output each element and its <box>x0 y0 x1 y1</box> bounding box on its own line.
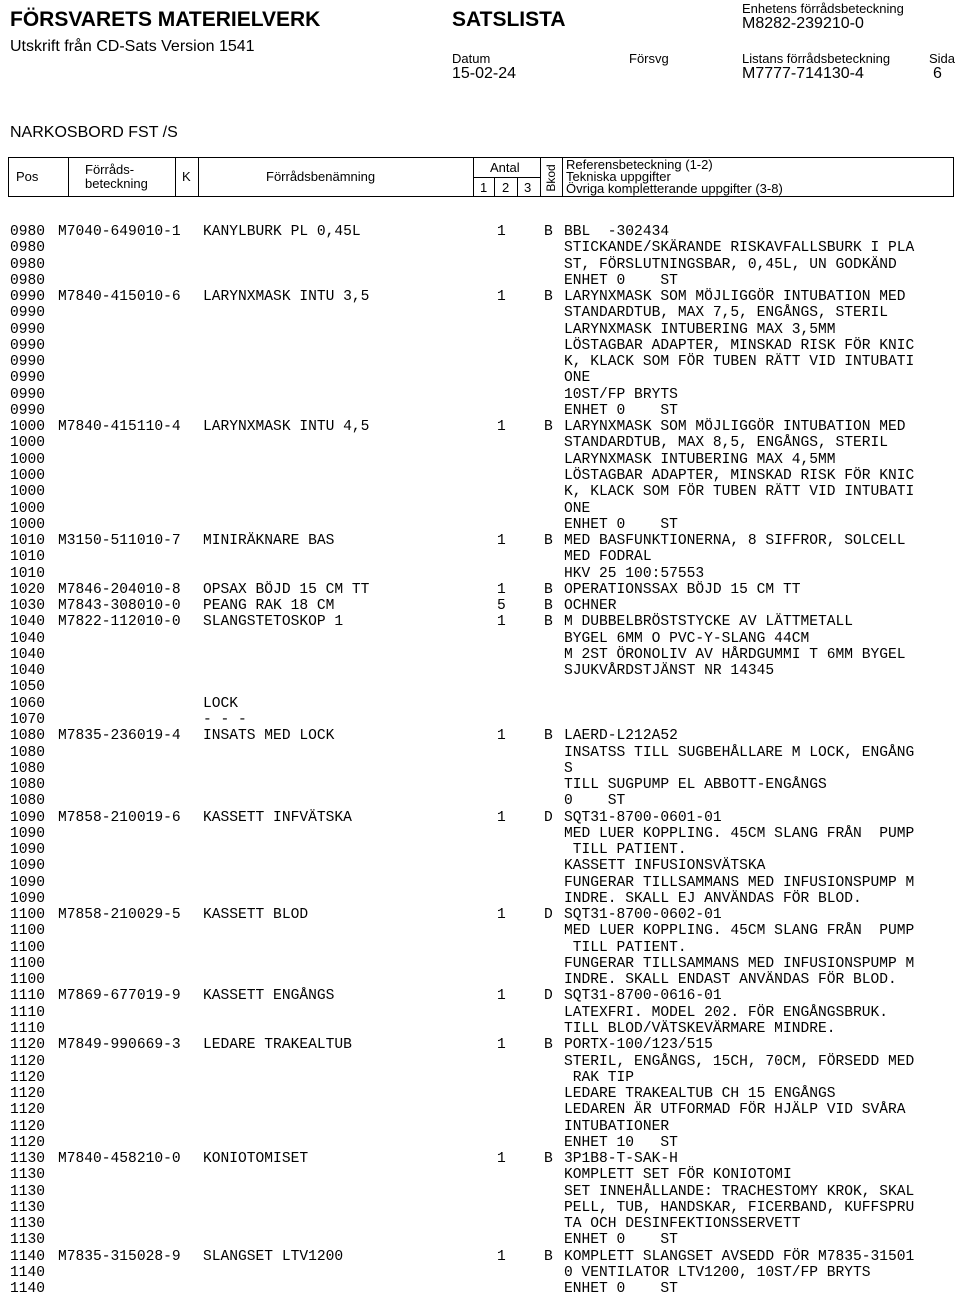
row-bkod: B <box>544 1151 553 1168</box>
row-item-name: OPSAX BÖJD 15 CM TT <box>203 581 370 598</box>
row-stock-number: M7858-210029-5 <box>58 907 181 924</box>
row-bkod: B <box>544 598 553 615</box>
row-stock-number: M7858-210019-6 <box>58 809 181 826</box>
row-quantity: 1 <box>497 614 506 631</box>
row-bkod: D <box>544 907 553 924</box>
row-reference: ENHET 0 ST <box>564 1281 678 1298</box>
col-other: Övriga kompletterande uppgifter (3-8) <box>566 181 783 196</box>
row-pos: 1000 <box>10 484 46 501</box>
row-stock-number: M7840-415010-6 <box>58 289 181 306</box>
row-quantity: 1 <box>497 907 506 924</box>
row-bkod: B <box>544 289 553 306</box>
row-bkod: B <box>544 533 553 550</box>
row-reference: SQT31-8700-0616-01 <box>564 988 722 1005</box>
row-pos: 0990 <box>10 337 46 354</box>
row-bkod: B <box>544 1248 553 1265</box>
row-item-name: KANYLBURK PL 0,45L <box>203 224 361 240</box>
row-item-name: SLANGSET LTV1200 <box>203 1248 344 1265</box>
row-reference: OPERATIONSSAX BÖJD 15 CM TT <box>564 581 801 598</box>
row-reference: LEDAREN ÄR UTFORMAD FÖR HJÄLP VID SVÅRA <box>564 1102 906 1119</box>
row-bkod: B <box>544 224 553 240</box>
row-pos: 1010 <box>10 549 46 566</box>
col-antal-1: 1 <box>480 180 488 195</box>
row-reference: TA OCH DESINFEKTIONSSERVETT <box>564 1216 801 1233</box>
row-item-name: LARYNXMASK INTU 4,5 <box>203 419 370 436</box>
col-forrads-2: beteckning <box>85 176 148 191</box>
col-antal: Antal <box>490 160 520 175</box>
row-pos: 1130 <box>10 1183 46 1200</box>
list-label: Listans förrådsbeteckning <box>742 51 891 66</box>
row-reference: MED LUER KOPPLING. 45CM SLANG FRÅN PUMP <box>564 923 915 940</box>
row-bkod: B <box>544 728 553 745</box>
row-reference: SJUKVÅRDSTJÄNST NR 14345 <box>564 663 775 680</box>
row-item-name: KASSETT ENGÅNGS <box>203 988 335 1005</box>
row-reference: INTUBATIONER <box>564 1118 670 1135</box>
row-reference: 0 VENTILATOR LTV1200, 10ST/FP BRYTS <box>564 1265 871 1281</box>
row-pos: 1100 <box>10 955 46 972</box>
row-stock-number: M7822-112010-0 <box>58 614 181 631</box>
row-pos: 1140 <box>10 1265 46 1281</box>
row-item-name: KONIOTOMISET <box>203 1151 309 1168</box>
row-pos: 1000 <box>10 516 46 533</box>
row-bkod: B <box>544 614 553 631</box>
row-reference: STANDARDTUB, MAX 7,5, ENGÅNGS, STERIL <box>564 305 889 322</box>
row-reference: S <box>564 760 573 777</box>
row-pos: 1080 <box>10 777 46 794</box>
row-reference: SQT31-8700-0602-01 <box>564 907 722 924</box>
row-reference: KOMPLETT SLANGSET AVSEDD FÖR M7835-31501 <box>564 1248 915 1265</box>
row-pos: 1140 <box>10 1248 46 1265</box>
row-pos: 0990 <box>10 321 46 338</box>
row-bkod: B <box>544 581 553 598</box>
date-label: Datum <box>452 51 491 66</box>
row-reference: 10ST/FP BRYTS <box>564 386 678 403</box>
row-pos: 0980 <box>10 256 46 273</box>
document-title: SATSLISTA <box>452 8 566 31</box>
row-reference: ENHET 0 ST <box>564 516 678 533</box>
row-pos: 1090 <box>10 874 46 891</box>
row-item-name: KASSETT INFVÄTSKA <box>203 809 352 826</box>
row-pos: 1110 <box>10 988 46 1005</box>
list-value: M7777-714130-4 <box>742 65 864 82</box>
row-quantity: 1 <box>497 289 506 306</box>
col-pos: Pos <box>16 169 39 184</box>
row-pos: 1030 <box>10 598 46 615</box>
row-reference: MED LUER KOPPLING. 45CM SLANG FRÅN PUMP <box>564 825 915 842</box>
row-pos: 1040 <box>10 646 46 663</box>
row-reference: STANDARDTUB, MAX 8,5, ENGÅNGS, STERIL <box>564 435 889 452</box>
row-bkod: D <box>544 809 553 826</box>
col-ref: Referensbeteckning (1-2) <box>566 157 713 172</box>
row-pos: 1130 <box>10 1167 46 1184</box>
row-pos: 0980 <box>10 240 46 257</box>
row-pos: 1130 <box>10 1199 46 1216</box>
print-source: Utskrift från CD-Sats Version 1541 <box>10 38 255 55</box>
row-pos: 1100 <box>10 939 46 956</box>
row-pos: 1120 <box>10 1037 46 1054</box>
row-stock-number: M3150-511010-7 <box>58 533 181 550</box>
row-pos: 1120 <box>10 1134 46 1151</box>
row-pos: 1060 <box>10 695 46 712</box>
row-pos: 1010 <box>10 565 46 582</box>
forsvg-label: Försvg <box>629 51 669 66</box>
row-pos: 1050 <box>10 679 46 696</box>
row-quantity: 1 <box>497 988 506 1005</box>
row-reference: FUNGERAR TILLSAMMANS MED INFUSIONSPUMP M <box>564 955 915 972</box>
row-stock-number: M7869-677019-9 <box>58 988 181 1005</box>
row-reference: LÖSTAGBAR ADAPTER, MINSKAD RISK FÖR KNIC <box>564 467 915 484</box>
col-name: Förrådsbenämning <box>266 169 376 184</box>
row-reference: INSATSS TILL SUGBEHÅLLARE M LOCK, ENGÅNG <box>564 744 915 761</box>
row-pos: 1090 <box>10 858 46 875</box>
row-reference: ENHET 0 ST <box>564 1232 678 1249</box>
row-item-name: - - - <box>203 711 247 728</box>
unit-label: Enhetens förrådsbeteckning <box>742 1 904 16</box>
row-reference: LARYNXMASK INTUBERING MAX 4,5MM <box>564 451 836 468</box>
row-pos: 1040 <box>10 630 46 647</box>
row-stock-number: M7840-458210-0 <box>58 1151 181 1168</box>
row-reference: BBL -302434 <box>564 224 670 240</box>
row-pos: 1020 <box>10 581 46 598</box>
row-reference: K, KLACK SOM FÖR TUBEN RÄTT VID INTUBATI <box>564 354 915 371</box>
row-reference: BYGEL 6MM O PVC-Y-SLANG 44CM <box>564 630 810 647</box>
row-pos: 1040 <box>10 614 46 631</box>
row-pos: 0990 <box>10 354 46 371</box>
row-pos: 1120 <box>10 1102 46 1119</box>
col-antal-3: 3 <box>524 180 532 195</box>
row-pos: 1090 <box>10 809 46 826</box>
row-reference: ENHET 0 ST <box>564 272 678 289</box>
row-reference: KASSETT INFUSIONSVÄTSKA <box>564 858 766 875</box>
row-reference: 0 ST <box>564 793 626 810</box>
row-pos: 0980 <box>10 224 46 240</box>
column-header <box>8 157 954 197</box>
row-pos: 1100 <box>10 907 46 924</box>
row-pos: 1100 <box>10 923 46 940</box>
row-reference: TILL PATIENT. <box>564 842 687 859</box>
row-pos: 1110 <box>10 1004 46 1021</box>
row-reference: PELL, TUB, HANDSKAR, FICERBAND, KUFFSPRU <box>564 1199 915 1216</box>
row-pos: 0990 <box>10 370 46 387</box>
row-item-name: MINIRÄKNARE BAS <box>203 533 335 550</box>
row-reference: STERIL, ENGÅNGS, 15CH, 70CM, FÖRSEDD MED <box>564 1053 915 1070</box>
row-pos: 1000 <box>10 451 46 468</box>
page-label: Sida <box>929 51 956 66</box>
row-pos: 1080 <box>10 793 46 810</box>
row-reference: MED FODRAL <box>564 549 652 566</box>
row-reference: OCHNER <box>564 598 617 615</box>
row-pos: 1000 <box>10 467 46 484</box>
row-reference: STICKANDE/SKÄRANDE RISKAVFALLSBURK I PLA <box>564 240 915 257</box>
row-pos: 1140 <box>10 1281 46 1298</box>
row-pos: 0980 <box>10 272 46 289</box>
row-pos: 1090 <box>10 842 46 859</box>
row-pos: 1100 <box>10 972 46 989</box>
row-pos: 1090 <box>10 890 46 907</box>
row-reference: ENHET 0 ST <box>564 402 678 419</box>
row-item-name: LEDARE TRAKEALTUB <box>203 1037 352 1054</box>
row-bkod: B <box>544 1037 553 1054</box>
row-reference: LARYNXMASK SOM MÖJLIGGÖR INTUBATION MED <box>564 289 906 306</box>
row-reference: M 2ST ÖRONOLIV AV HÅRDGUMMI T 6MM BYGEL <box>564 646 906 663</box>
row-reference: ONE <box>564 500 591 517</box>
row-pos: 0990 <box>10 402 46 419</box>
unit-value: M8282-239210-0 <box>742 15 864 32</box>
row-bkod: B <box>544 419 553 436</box>
row-stock-number: M7835-315028-9 <box>58 1248 181 1265</box>
row-reference: LATEXFRI. MODEL 202. FÖR ENGÅNGSBRUK. <box>564 1004 889 1021</box>
row-pos: 1070 <box>10 711 46 728</box>
row-pos: 1130 <box>10 1216 46 1233</box>
row-pos: 1000 <box>10 500 46 517</box>
row-reference: SQT31-8700-0601-01 <box>564 809 722 826</box>
row-reference: ENHET 10 ST <box>564 1134 678 1151</box>
row-quantity: 5 <box>497 598 506 615</box>
row-reference: M DUBBELBRÖSTSTYCKE AV LÄTTMETALL <box>564 614 854 631</box>
row-reference: INDRE. SKALL EJ ANVÄNDAS FÖR BLOD. <box>564 890 862 907</box>
row-reference: TILL PATIENT. <box>564 939 687 956</box>
row-pos: 1010 <box>10 533 46 550</box>
row-quantity: 1 <box>497 1037 506 1054</box>
row-pos: 1120 <box>10 1069 46 1086</box>
row-pos: 1080 <box>10 744 46 761</box>
row-item-name: KASSETT BLOD <box>203 907 309 924</box>
page-number: 6 <box>933 65 942 82</box>
row-quantity: 1 <box>497 809 506 826</box>
date-value: 15-02-24 <box>452 65 517 82</box>
row-pos: 1120 <box>10 1118 46 1135</box>
col-forrads-1: Förråds- <box>85 162 135 177</box>
row-pos: 1130 <box>10 1232 46 1249</box>
row-reference: ST, FÖRSLUTNINGSBAR, 0,45L, UN GODKÄND <box>564 256 897 273</box>
row-quantity: 1 <box>497 533 506 550</box>
row-pos: 1090 <box>10 825 46 842</box>
row-pos: 1080 <box>10 760 46 777</box>
row-reference: TILL SUGPUMP EL ABBOTT-ENGÅNGS <box>564 777 827 794</box>
organization-title: FÖRSVARETS MATERIELVERK <box>10 8 321 31</box>
row-stock-number: M7835-236019-4 <box>58 728 181 745</box>
row-pos: 1000 <box>10 435 46 452</box>
row-pos: 1110 <box>10 1021 46 1038</box>
row-reference: SET INNEHÅLLANDE: TRACHESTOMY KROK, SKAL <box>564 1183 915 1200</box>
row-reference: PORTX-100/123/515 <box>564 1037 713 1054</box>
row-pos: 0990 <box>10 386 46 403</box>
row-pos: 1120 <box>10 1053 46 1070</box>
row-item-name: LOCK <box>203 695 239 712</box>
row-reference: RAK TIP <box>564 1069 635 1086</box>
row-reference: INDRE. SKALL ENDAST ANVÄNDAS FÖR BLOD. <box>564 972 897 989</box>
row-reference: ONE <box>564 370 591 387</box>
row-pos: 1040 <box>10 663 46 680</box>
col-bkod: Bkod <box>544 164 558 192</box>
row-quantity: 1 <box>497 224 506 240</box>
row-reference: LARYNXMASK SOM MÖJLIGGÖR INTUBATION MED <box>564 419 906 436</box>
row-reference: MED BASFUNKTIONERNA, 8 SIFFROR, SOLCELL <box>564 533 906 550</box>
row-stock-number: M7040-649010-1 <box>58 224 181 240</box>
row-pos: 1130 <box>10 1151 46 1168</box>
section-title: NARKOSBORD FST /S <box>10 124 178 141</box>
row-quantity: 1 <box>497 1151 506 1168</box>
row-stock-number: M7846-204010-8 <box>58 581 181 598</box>
row-item-name: PEANG RAK 18 CM <box>203 598 335 615</box>
row-reference: LEDARE TRAKEALTUB CH 15 ENGÅNGS <box>564 1086 836 1103</box>
row-quantity: 1 <box>497 1248 506 1265</box>
row-item-name: LARYNXMASK INTU 3,5 <box>203 289 370 306</box>
row-pos: 1000 <box>10 419 46 436</box>
row-reference: KOMPLETT SET FÖR KONIOTOMI <box>564 1167 792 1184</box>
row-reference: FUNGERAR TILLSAMMANS MED INFUSIONSPUMP M <box>564 874 915 891</box>
row-pos: 1080 <box>10 728 46 745</box>
row-quantity: 1 <box>497 419 506 436</box>
row-pos: 0990 <box>10 305 46 322</box>
row-item-name: SLANGSTETOSKOP 1 <box>203 614 344 631</box>
col-k: K <box>182 169 191 184</box>
row-stock-number: M7840-415110-4 <box>58 419 181 436</box>
row-pos: 0990 <box>10 289 46 306</box>
col-antal-2: 2 <box>502 180 510 195</box>
row-bkod: D <box>544 988 553 1005</box>
row-reference: K, KLACK SOM FÖR TUBEN RÄTT VID INTUBATI <box>564 484 915 501</box>
row-quantity: 1 <box>497 581 506 598</box>
col-tech: Tekniska uppgifter <box>566 169 671 184</box>
row-reference: LARYNXMASK INTUBERING MAX 3,5MM <box>564 321 836 338</box>
row-pos: 1120 <box>10 1086 46 1103</box>
row-item-name: INSATS MED LOCK <box>203 728 335 745</box>
row-reference: TILL BLOD/VÄTSKEVÄRMARE MINDRE. <box>564 1021 836 1038</box>
row-reference: 3P1B8-T-SAK-H <box>564 1151 678 1168</box>
row-stock-number: M7849-990669-3 <box>58 1037 181 1054</box>
row-reference: LAERD-L212A52 <box>564 728 678 745</box>
row-reference: HKV 25 100:57553 <box>564 565 705 582</box>
row-stock-number: M7843-308010-0 <box>58 598 181 615</box>
row-reference: LÖSTAGBAR ADAPTER, MINSKAD RISK FÖR KNIC <box>564 337 915 354</box>
row-quantity: 1 <box>497 728 506 745</box>
